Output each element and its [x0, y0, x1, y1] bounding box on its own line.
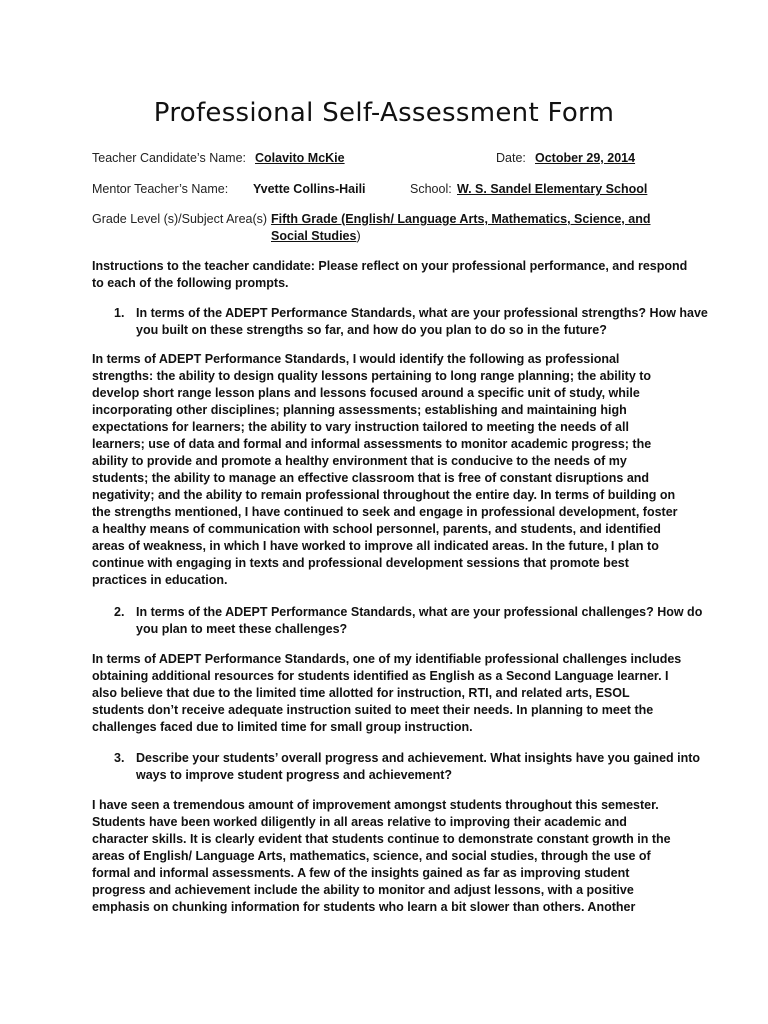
form-title: Professional Self-Assessment Form — [153, 98, 615, 128]
answer-3: I have seen a tremendous amount of improvement amongst students throughout this semester. Students have been worked diligently in all areas relative to improving their academic and character skills. It is clearly evident that students continue to demonstrate constant growth in the areas of English/ Language Arts, mathematics, science, and social studies, through the use of formal and informal assessments. A few of the insights gained as far as improving student progress and achievement include the ability to monitor and adjust lessons, with a positive emphasis on chunking information for students who learn a bit slower than others. Another — [92, 798, 671, 914]
grade-value-line2: Social Studies — [271, 229, 357, 243]
mentor-value: Yvette Collins-Haili — [253, 182, 366, 196]
question-number: 3. — [114, 751, 125, 765]
question-1 — [114, 305, 716, 339]
mentor-label: Mentor Teacher’s Name: — [92, 182, 229, 196]
school-label: School: — [410, 182, 452, 196]
question-number: 2. — [114, 605, 125, 619]
grade-value-line1: Fifth Grade (English/ Language Arts, Mathematics, Science, and — [271, 212, 651, 226]
candidate-row — [92, 150, 692, 167]
mentor-row — [92, 181, 692, 198]
question-3 — [114, 750, 716, 784]
question-2 — [114, 604, 716, 638]
answer-1: In terms of ADEPT Performance Standards, I would identify the following as professional strengths: the ability to design quality lessons pertaining to long range planning; the ability to develop short range lesson plans and lessons focused around a specific unit of study, while incorporating other disciplines; planning assessments; establishing and maintaining high expectations for learners; the ability to vary instruction tailored to meeting the needs of all learners; use of data and formal and informal assessments to monitor academic progress; the ability to provide and promote a healthy environment that is conducive to the needs of my students; the ability to manage an effective classroom that is free of constant disruptions and negativity; and the ability to remain professional throughout the entire day. In terms of building on the strengths mentioned, I have continued to seek and engage in professional development, foster a healthy means of communication with school personnel, parents, and students, and identified areas of weakness, in which I have worked to improve all indicated areas. In the future, I plan to continue with engaging in texts and professional development sessions that promote best practices in education. — [92, 352, 678, 587]
grade-row — [92, 211, 692, 243]
question-text: In terms of the ADEPT Performance Standards, what are your professional challenges? How do you plan to meet these challenges? — [136, 605, 703, 636]
instructions-text: Instructions to the teacher candidate: Please reflect on your professional performance, and respond to each of the following prompts. — [92, 259, 688, 290]
question-text: Describe your students’ overall progress and achievement. What insights have you gained into ways to improve student progress and achievement? — [136, 751, 701, 782]
question-number: 1. — [114, 306, 125, 320]
question-text: In terms of the ADEPT Performance Standards, what are your professional strengths? How have you built on these strengths so far, and how do you plan to do so in the future? — [136, 306, 708, 337]
date-value: October 29, 2014 — [535, 151, 636, 165]
grade-value-close: ) — [356, 229, 361, 243]
date-label: Date: — [496, 151, 526, 165]
answer-2: In terms of ADEPT Performance Standards, one of my identifiable professional challenges includes obtaining additional resources for students identified as English as a Second Language learner. I also believe that due to the limited time allotted for instruction, RTI, and related arts, ESOL students don’t receive adequate instruction suited to meet their needs. In planning to meet the challenges faced due to limited time for small group instruction. — [92, 652, 682, 734]
grade-label: Grade Level (s)/Subject Area(s) — [92, 212, 268, 226]
candidate-label: Teacher Candidate’s Name: — [92, 151, 247, 165]
school-value: W. S. Sandel Elementary School — [457, 182, 648, 196]
candidate-value: Colavito McKie — [255, 151, 345, 165]
